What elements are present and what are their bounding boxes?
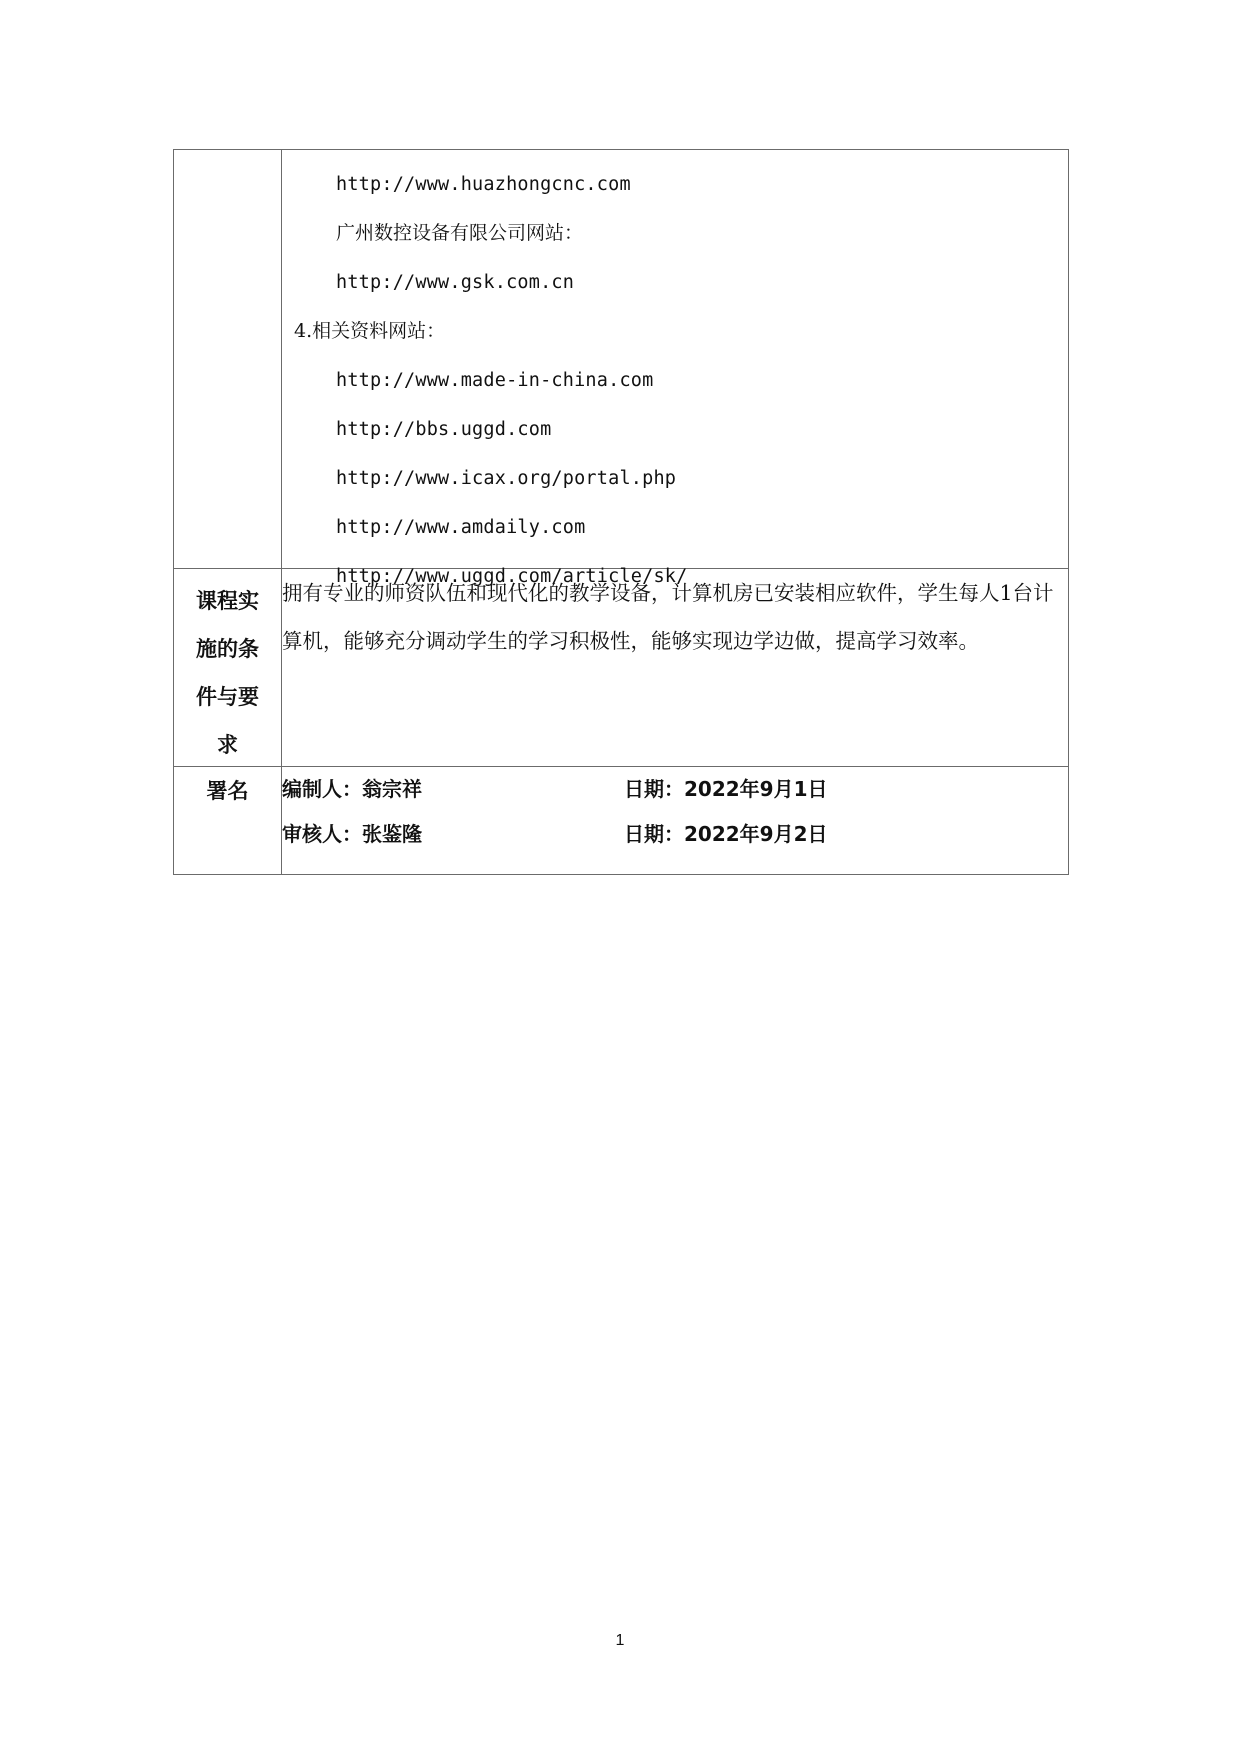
conditions-label-line: 求 <box>217 733 238 757</box>
page-number: 1 <box>615 1632 625 1649</box>
resource-line: 4.相关资料网站： <box>294 320 446 342</box>
reviewer-date: 日期：2022年9月2日 <box>624 822 828 846</box>
editor-name: 编制人：翁宗祥 <box>282 777 422 801</box>
course-info-table <box>173 149 1069 875</box>
conditions-label-line: 件与要 <box>196 685 259 709</box>
resource-line: http://www.made-in-china.com <box>336 370 654 391</box>
reviewer-name: 审核人：张鉴隆 <box>282 822 422 846</box>
resource-line: http://www.gsk.com.cn <box>336 272 575 293</box>
resources-row <box>174 150 1069 569</box>
resource-line: http://www.amdaily.com <box>336 517 586 538</box>
resource-line: http://bbs.uggd.com <box>336 419 552 440</box>
resources-label-cell <box>174 150 282 569</box>
conditions-row <box>174 569 1069 767</box>
resource-line: http://www.huazhongcnc.com <box>336 174 631 195</box>
resource-list <box>282 150 1068 587</box>
resource-line: http://www.uggd.com/article/sk/ <box>336 566 688 587</box>
signature-cell <box>282 767 1069 875</box>
editor-row <box>282 767 1068 812</box>
editor-date: 日期：2022年9月1日 <box>624 777 828 801</box>
conditions-label-line: 施的条 <box>196 637 259 661</box>
signature-label: 署名 <box>174 767 282 875</box>
reviewer-row <box>282 812 1068 857</box>
resource-line: 广州数控设备有限公司网站： <box>336 222 584 244</box>
conditions-text: 拥有专业的师资队伍和现代化的教学设备，计算机房已安装相应软件，学生每人1台计算机，能够充分调动学生的学习积极性，能够实现边学边做，提高学习效率。 <box>282 569 1069 767</box>
conditions-label-line: 课程实 <box>196 589 259 613</box>
resources-content-cell <box>282 150 1069 587</box>
signature-row <box>174 767 1069 875</box>
resource-line: http://www.icax.org/portal.php <box>336 468 677 489</box>
conditions-label <box>174 569 282 767</box>
